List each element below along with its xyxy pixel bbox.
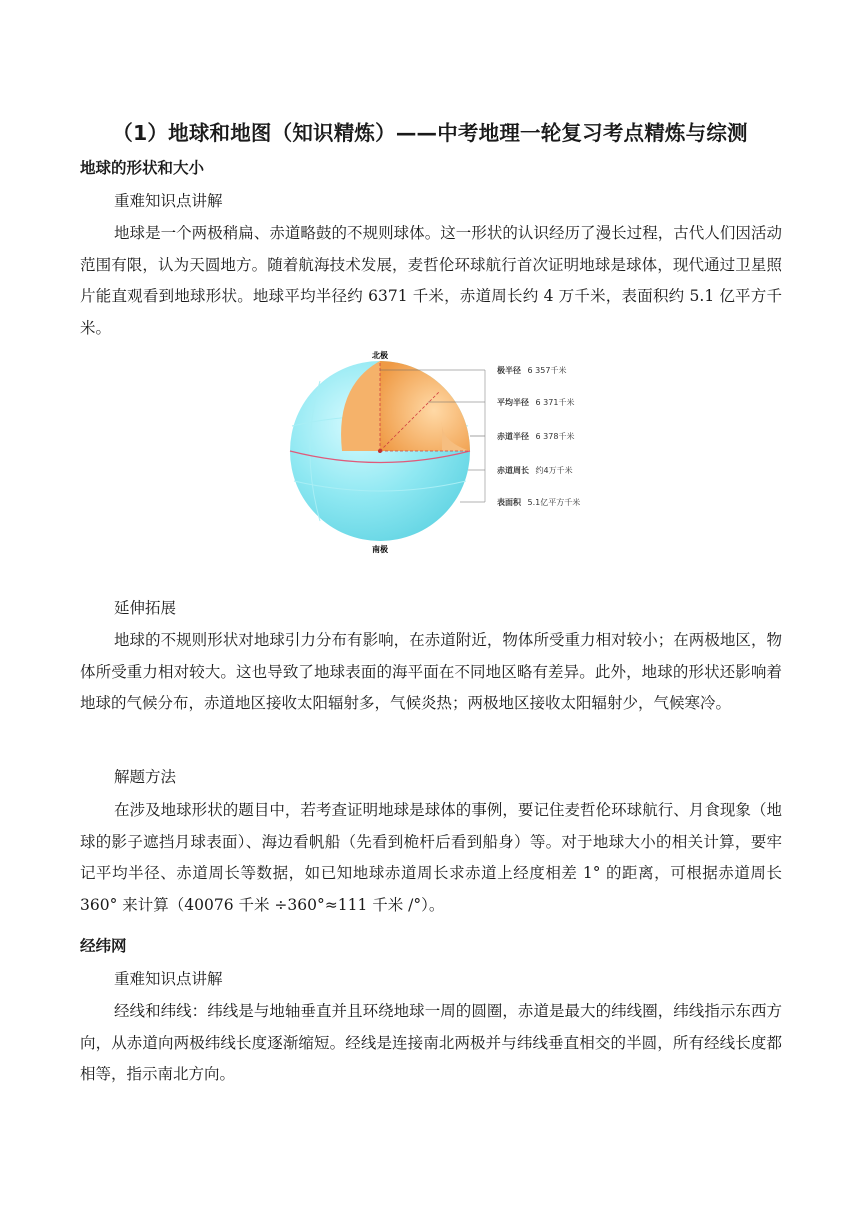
label-mean-radius-value: 6 371千米 xyxy=(535,398,575,407)
svg-text:赤道半径 6 378千米 xyxy=(497,431,574,441)
subheading-key-points-2: 重难知识点讲解 xyxy=(114,970,223,988)
label-equatorial-radius-name: 赤道半径 xyxy=(497,432,529,441)
svg-text:极半径 6 357千米 xyxy=(496,365,566,375)
label-mean-radius-name: 平均半径 xyxy=(497,398,529,407)
subheading-key-points: 重难知识点讲解 xyxy=(114,192,223,210)
svg-text:赤道周长 约4万千米 xyxy=(497,465,573,475)
north-pole-label: 北极 xyxy=(372,351,388,360)
subheading-extension: 延伸拓展 xyxy=(114,599,177,617)
label-equator-length-value: 约4万千米 xyxy=(535,466,573,475)
paragraph-graticule: 经线和纬线：纬线是与地轴垂直并且环绕地球一周的圆圈，赤道是最大的纬线圈，纬线指示东西方向，从赤道向两极纬线长度逐渐缩短。经线是连接南北两极并与纬线垂直相交的半圆，所有经线长度都相等，指示南北方向。 xyxy=(80,1002,782,1083)
earth-size-figure xyxy=(280,346,610,560)
label-equator-length-name: 赤道周长 xyxy=(497,466,529,475)
document-title: （1）地球和地图（知识精炼）——中考地理一轮复习考点精炼与综测 xyxy=(112,121,748,145)
label-surface-area-name: 表面积 xyxy=(497,498,521,507)
section-heading-graticule: 经纬网 xyxy=(80,937,127,955)
paragraph-earth-shape: 地球是一个两极稍扁、赤道略鼓的不规则球体。这一形状的认识经历了漫长过程，古代人们因活动范围有限，认为天圆地方。随着航海技术发展，麦哲伦环球航行首次证明地球是球体，现代通过卫星照片能直观看到地球形状。地球平均半径约 6371 千米，赤道周长约 4 万千米，表面积约 5.1 亿平方千米。 xyxy=(80,224,782,337)
south-pole-label: 南极 xyxy=(372,545,388,554)
earth-diagram xyxy=(280,346,610,560)
label-equatorial-radius-value: 6 378千米 xyxy=(535,432,575,441)
label-surface-area-value: 5.1亿平方千米 xyxy=(527,498,581,507)
paragraph-extension: 地球的不规则形状对地球引力分布有影响，在赤道附近，物体所受重力相对较小；在两极地区，物体所受重力相对较大。这也导致了地球表面的海平面在不同地区略有差异。此外，地球的形状还影响着地球的气候分布，赤道地区接收太阳辐射多，气候炎热；两极地区接收太阳辐射少，气候寒冷。 xyxy=(80,631,782,712)
label-polar-radius-value: 6 357千米 xyxy=(527,366,567,375)
paragraph-method: 在涉及地球形状的题目中，若考查证明地球是球体的事例，要记住麦哲伦环球航行、月食现象（地球的影子遮挡月球表面）、海边看帆船（先看到桅杆后看到船身）等。对于地球大小的相关计算，要牢记平均半径、赤道周长等数据，如已知地球赤道周长求赤道上经度相差 1° 的距离，可根据赤道周长 360° 来计算（40076 千米 ÷360°≈111 千米 /°）。 xyxy=(80,801,782,914)
svg-text:表面积 5.1亿平方千米 xyxy=(497,497,580,507)
subheading-method: 解题方法 xyxy=(114,768,177,786)
section-heading-earth-shape: 地球的形状和大小 xyxy=(80,159,205,177)
earth-cutaway xyxy=(380,361,470,451)
svg-text:平均半径 6 371千米 xyxy=(497,397,574,407)
label-polar-radius-name: 极半径 xyxy=(497,366,521,375)
